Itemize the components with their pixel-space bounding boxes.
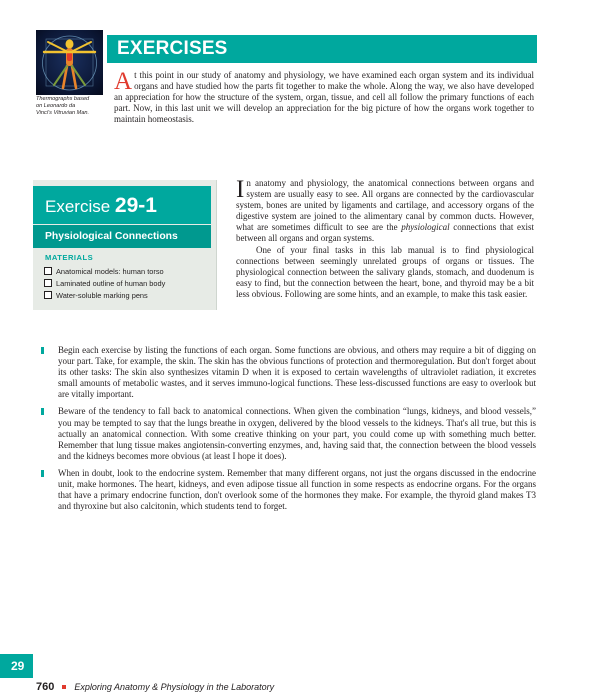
materials-heading: MATERIALS (45, 253, 94, 262)
body-text (236, 178, 534, 300)
body-paragraph-2: One of your final tasks in this lab manual is to find physiological connections between seemingly unrelated groups of organs or tissues. The physiological connection between the salivary glands, stomach, and duodenum is easy to find, but the connection between the heart, bone, and thyroid may be a bit less obvious. Following are some hints, and an example, to make this task easier. (236, 244, 534, 299)
intro-paragraph (114, 70, 534, 125)
bullet-marker (41, 470, 44, 477)
footer-separator-icon (62, 685, 66, 689)
bullet-marker (41, 347, 44, 354)
vitruvian-thermograph-image (36, 30, 103, 95)
hint-item: When in doubt, look to the endocrine system. Remember that many different organs, not just the organs discussed in the endocrine unit, make hormones. The heart, kidneys, and even adipose tissue all function in some respects as endocrine organs. For the organs that have a primary endocrine function, don't overlook some of the hormones they make. For example, the thyroid gland makes T3 and thyroxine but also calcitonin, which students tend to forget. (58, 468, 536, 512)
hints-list (58, 345, 536, 518)
exercise-subtitle: Physiological Connections (45, 231, 178, 242)
materials-item: Anatomical models: human torso (44, 265, 214, 277)
materials-item: Laminated outline of human body (44, 277, 214, 289)
body-paragraph-1: In anatomy and physiology, the anatomical connections between organs and system are usually easy to see. All organs are connected by the cardiovascular system, bones are united by ligaments and cartilage, and accessory organs of the digestive system are joined to the alimentary canal by common ducts. However, what are sometimes difficult to see are the physiological connections that exist between all organs and organ systems. (236, 176, 535, 244)
page-number: 760 (36, 681, 55, 693)
materials-item: Water-soluble marking pens (44, 289, 214, 301)
exercise-label: Exercise (45, 197, 111, 216)
body-dropcap: I (236, 176, 245, 203)
bullet-marker (41, 408, 44, 415)
page-title: EXERCISES (117, 38, 228, 59)
unit-number: 29 (11, 659, 25, 673)
hint-item: Begin each exercise by listing the functions of each organ. Some functions are obvious, and others may require a bit of digging on your part. Take, for example, the skin. The skin has the obvious functions of protection and thermoregulation. But don't forget about its other tasks: The skin also synthesizes vitamin D when it is exposed to certain wavelengths of ultraviolet radiation, it excretes small amounts of metabolic wastes, and it serves immuno-logical functions. These less-discussed functions are easy to overlook but are vitally important. (58, 345, 536, 400)
exercise-heading (45, 192, 157, 220)
page-footer (36, 680, 274, 694)
book-title: Exploring Anatomy & Physiology in the Laboratory (74, 682, 275, 692)
checkbox-icon (44, 279, 52, 287)
intro-text: t this point in our study of anatomy and physiology, we have examined each organ system and its individual organs and have studied how the parts fit together to make the whole. Along the way, we also have developed an appreciation for how the structure of the system, organ, tissue, and cell all follow the primary functions of each part. Now, in this last unit we will develop an appreciation for the big picture of how the organs work together to maintain homeostasis. (114, 70, 534, 125)
materials-list (44, 265, 214, 301)
image-caption: Thermographs based on Leonardo da Vinci's Vitruvian Man. (36, 96, 90, 116)
checkbox-icon (44, 291, 52, 299)
intro-dropcap: A (114, 68, 133, 95)
hint-item: Beware of the tendency to fall back to anatomical connections. When given the combination “lungs, kidneys, and blood vessels,” you may be tempted to say that the lungs breathe in oxygen, delivered by the blood vessels to the kidneys. That's all true, but this is actually an anatomical connection. With some creative thinking on your part, you could come up with something much better. Remember that lung tissue makes angiotensin-converting enzymes, and, having said that, the connection between the blood vessels and the kidneys becomes more obvious (at least I hope it does). (58, 406, 536, 461)
checkbox-icon (44, 267, 52, 275)
exercise-number: 29-1 (114, 194, 157, 217)
